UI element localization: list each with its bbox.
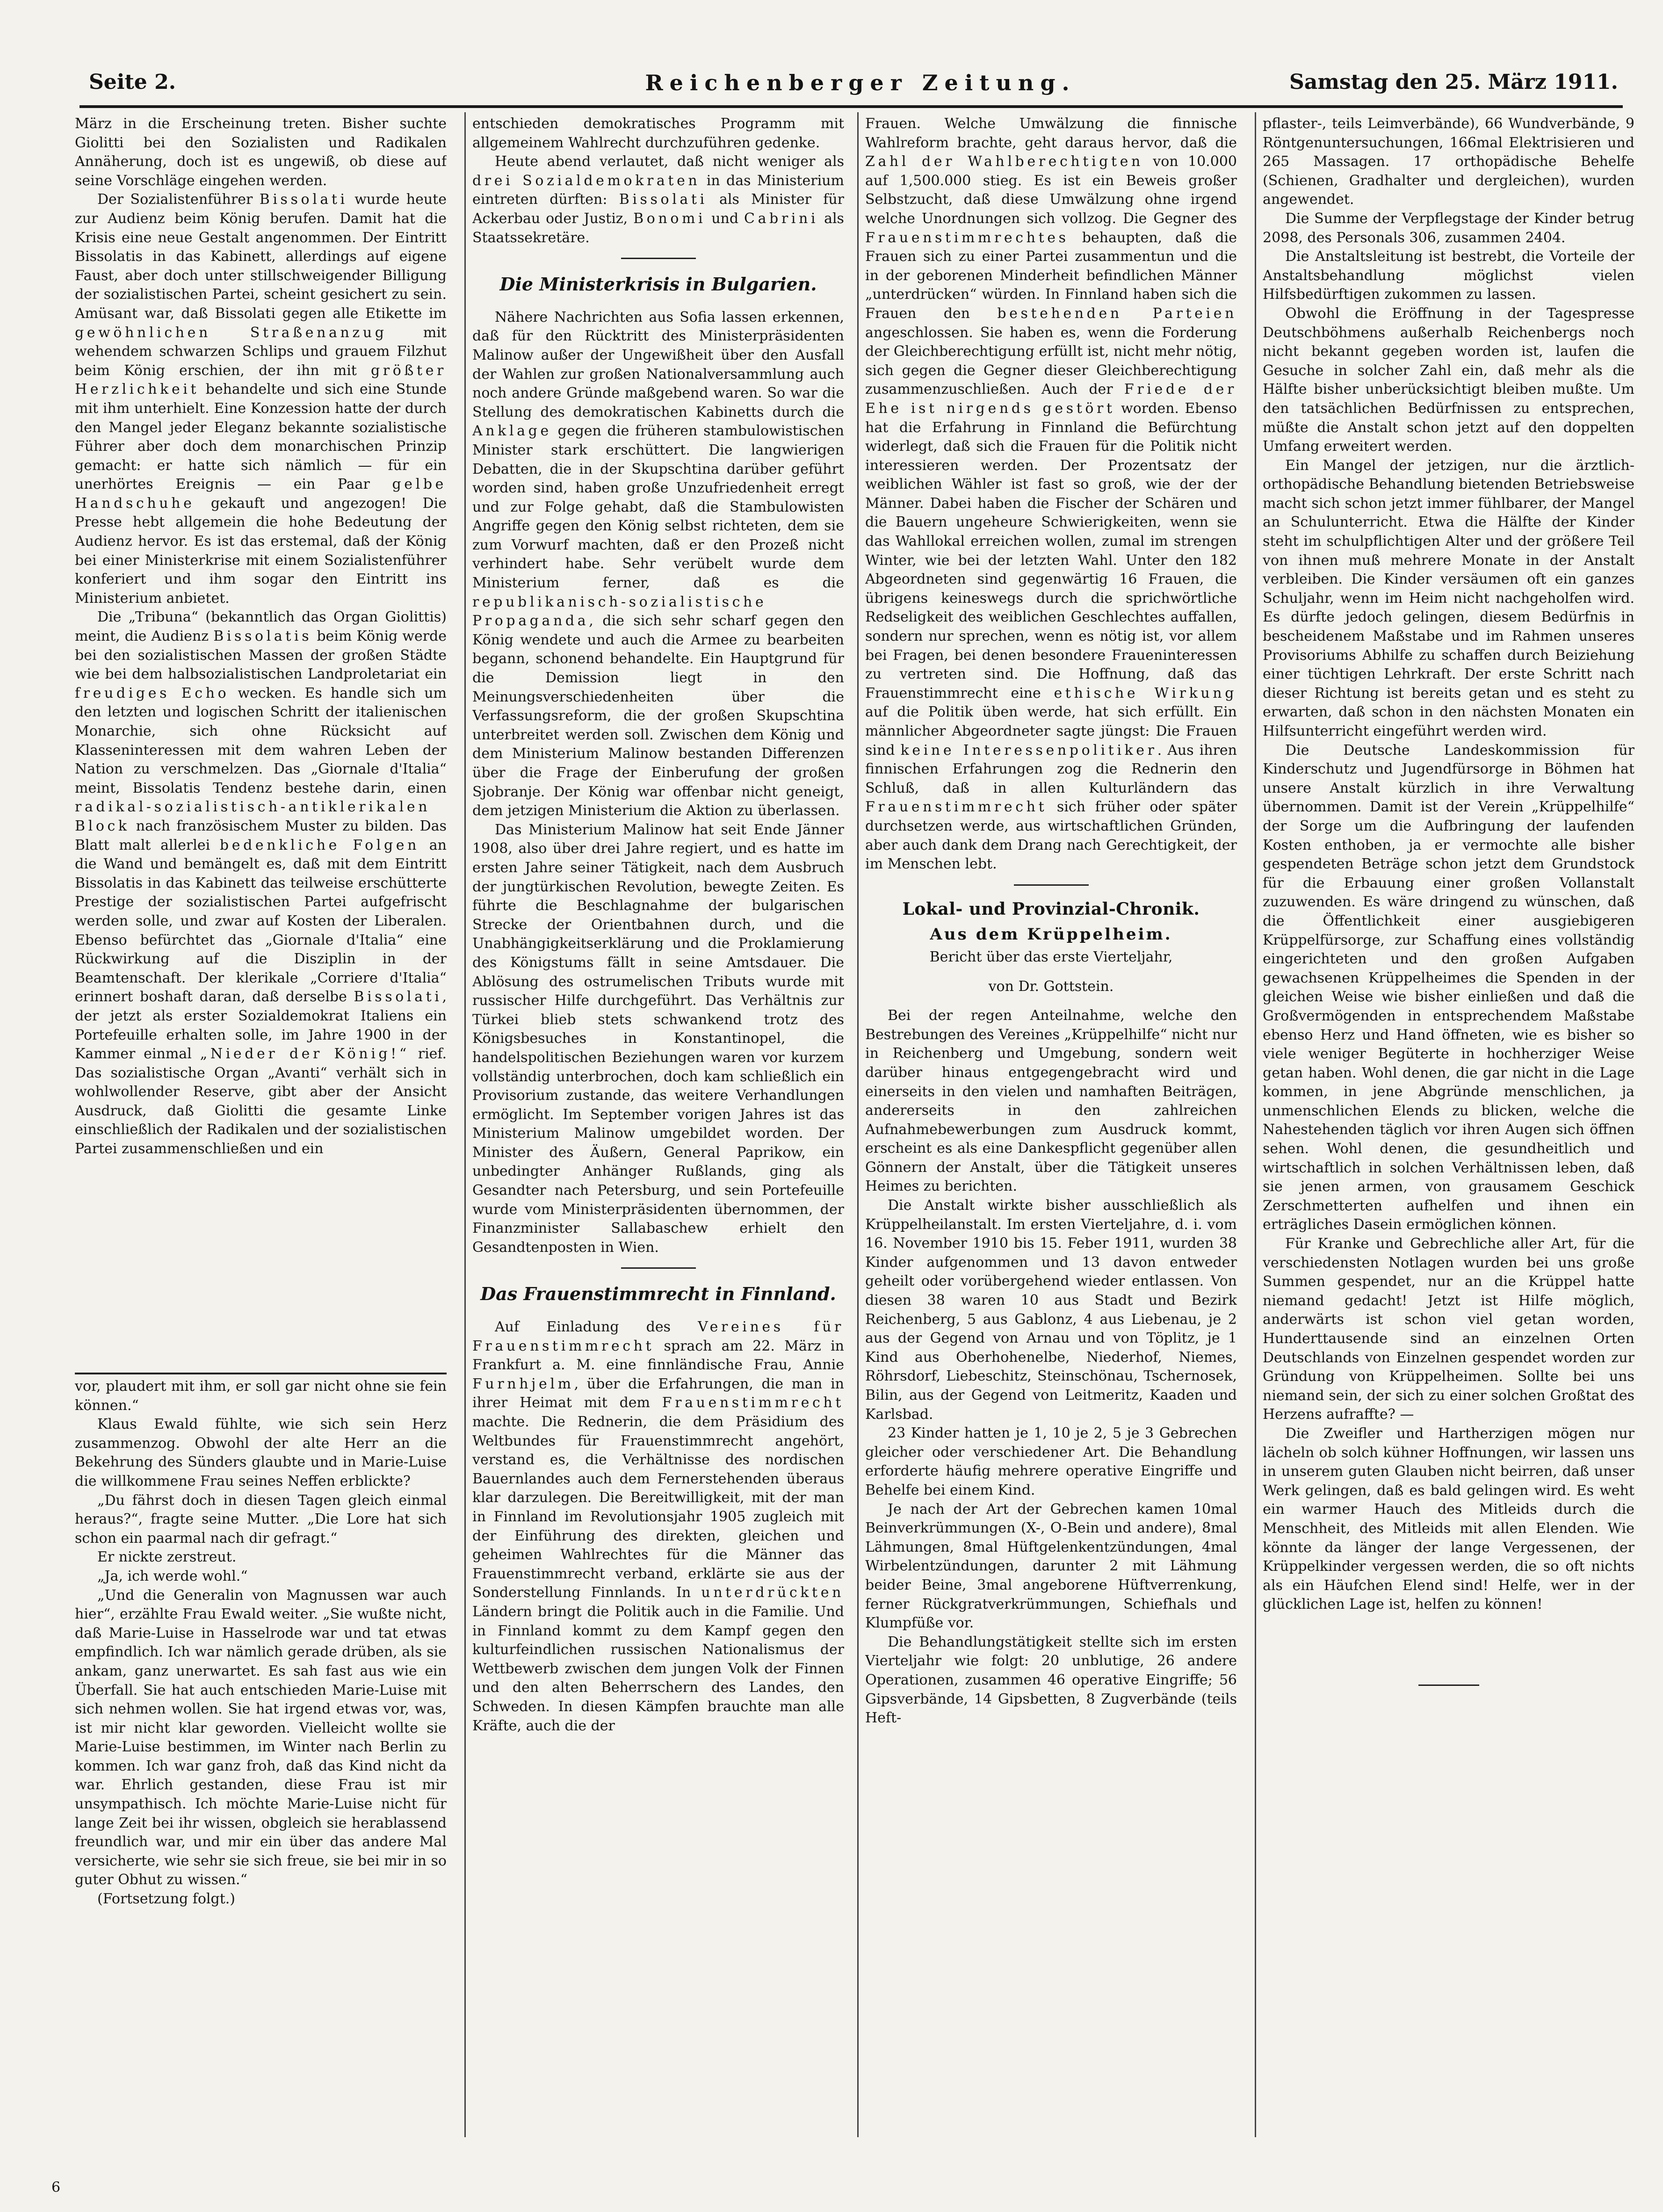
article-end-rule xyxy=(1418,1684,1479,1686)
page-number: Seite 2. xyxy=(89,70,176,94)
paragraph: Die Anstalt wirkte bisher ausschließlich als Krüppelheilanstalt. Im ersten Vierteljahre, d. i. vom 16. November 1910 bis 15. Feber 1911, wurden 38 Kinder aufgenommen und 13 davon entweder geheilt oder vorübergehend wieder entlassen. Von diesen 38 waren 10 aus Stadt und Bezirk Reichenberg, 5 aus Gablonz, 4 aus Liebenau, je 2 aus der Gegend von Arnau und von Töplitz, je 1 Kind aus Oberhohenelbe, Niederhof, Niemes, Röhrsdorf, Liebeschitz, Steinschönau, Tschernosek, Bilin, aus der Gegend von Leitmeritz, Kaaden und Karlsbad. xyxy=(865,1197,1237,1423)
article-separator xyxy=(621,258,696,259)
paragraph: 23 Kinder hatten je 1, 10 je 2, 5 je 3 Gebrechen gleicher oder verschiedener Art. Die Behandlung erforderte häufig mehrere operative Eingriffe und Behelfe bei einem Kind. xyxy=(865,1425,1237,1498)
article-title-kruppelheim: Aus dem Krüppelheim. xyxy=(930,925,1172,944)
paragraph: Nähere Nachrichten aus Sofia lassen erkennen, daß für den Rücktritt des Ministerpräsidenten Malinow außer der Ungewißheit über den Ausfall der Wahlen zur großen Nationalversammlung auch noch andere Gründe maßgebend waren. So war die Stellung des demokratischen Kabinetts durch die Anklage gegen die früheren stambulowistischen Minister stark erschüttert. Die langwierigen Debatten, die in der Skupschtina darüber geführt worden sind, haben große Unzufriedenheit erregt und zur Folge gehabt, daß die Stambulowisten Angriffe gegen den König selbst richteten, dem sie zum Vorwurf machten, daß er den Prozeß nicht verhindert habe. Sehr verübelt wurde dem Ministerium ferner, daß es die republikanisch-sozialistische Propaganda, die sich sehr scharf gegen den König wendete und auch die Armee zu bearbeiten begann, schonend behandelte. Ein Hauptgrund für die Demission liegt in den Meinungsverschiedenheiten über die Verfassungsreform, die der großen Skupschtina unterbreitet werden soll. Zwischen dem König und dem Ministerium Malinow bestanden Differenzen über die Frage der Einberufung der großen Sjobranje. Der König war offenbar nicht geneigt, dem jetzigen Ministerium die Aktion zu überlassen. xyxy=(472,309,844,819)
feuilleton-separator xyxy=(75,1373,447,1374)
story-paragraph: „Du fährst doch in diesen Tagen gleich einmal heraus?“, fragte seine Mutter. „Die Lore hat sich schon ein paarmal nach dir gefragt.“ xyxy=(75,1492,447,1547)
paragraph: pflaster-, teils Leimverbände), 66 Wundverbände, 9 Röntgenuntersuchungen, 166mal Elektrisieren und 265 Massagen. 17 orthopädische Behelfe (Schienen, Gradhalter und dergleichen), wurden angewendet. xyxy=(1263,116,1634,208)
paragraph: Die Anstaltsleitung ist bestrebt, die Vorteile der Anstaltsbehandlung möglichst vielen Hilfsbedürftigen zukommen zu lassen. xyxy=(1263,248,1634,303)
column-3 xyxy=(865,115,1237,2140)
byline: von Dr. Gottstein. xyxy=(988,978,1114,995)
article-title-bulgaria: Die Ministerkrisis in Bulgarien. xyxy=(499,274,817,295)
column-1 xyxy=(75,115,447,2140)
paragraph: Bei der regen Anteilnahme, welche den Bestrebungen des Vereines „Krüppelhilfe“ nicht nur in Reichenberg und Umgebung, sondern weit darüber hinaus entgegengebracht wird und einerseits in den vielen und namhaften Beiträgen, andererseits in den zahlreichen Aufnahmebewerbungen zum Ausdruck kommt, erscheint es als eine Dankespflicht gegenüber allen Gönnern der Anstalt, über die Tätigkeit unseres Heimes zu berichten. xyxy=(865,1007,1237,1195)
column-divider xyxy=(857,112,859,2137)
paragraph: Ein Mangel der jetzigen, nur die ärztlich-orthopädische Behandlung bietenden Betriebsweise macht sich schon jetzt immer fühlbarer, der Mangel an Schulunterricht. Etwa die Hälfte der Kinder steht im schulpflichtigen Alter und der größere Teil von ihnen muß mehrere Monate in der Anstalt verbleiben. Die Kinder versäumen oft ein ganzes Schuljahr, wenn im Heim nicht nachgeholfen wird. Es dürfte jedoch gelingen, diesem Bedürfnis in bescheidenem Maßstabe und im Rahmen unseres Provisoriums Abhilfe zu schaffen durch Beiziehung einer tüchtigen Lehrkraft. Der erste Schritt nach dieser Richtung ist bereits getan und es steht zu erwarten, daß schon in den nächsten Monaten ein Hilfsunterricht eingeführt werden wird. xyxy=(1263,457,1634,739)
issue-date: Samstag den 25. März 1911. xyxy=(1289,70,1618,94)
report-subtitle: Bericht über das erste Vierteljahr, xyxy=(929,948,1173,965)
paragraph: Frauen. Welche Umwälzung die finnische Wahlreform brachte, geht daraus hervor, daß die Zahl der Wahlberechtigten von 10.000 auf 1,500.000 stieg. Es ist ein Beweis großer Selbstzucht, daß diese Umwälzung ohne irgend welche Unordnungen sich vollzog. Die Gegner des Frauenstimmrechtes behaupten, daß die Frauen sich zu einer Partei zusammentun und die in der geborenen Minderheit befindlichen Männer „unterdrücken“ würden. In Finnland haben sich die Frauen den bestehenden Parteien angeschlossen. Sie haben es, wenn die Forderung der Gleichberechtigung erfüllt ist, nicht mehr nötig, sich gegen die Gegner dieser Gleichberechtigung zusammenzuschließen. Auch der Friede der Ehe ist nirgends gestört worden. Ebenso hat die Erfahrung in Finnland die Befürchtung widerlegt, daß sich die Frauen für die Politik nicht interessieren werden. Der Prozentsatz der weiblichen Wähler ist fast so groß, wie der der Männer. Dabei haben die Fischer der Schären und die Bauern ungeheure Schwierigkeiten, wenn sie das Wahllokal erreichen wollen, zumal im strengen Winter, wie bei der letzten Wahl. Unter den 182 Abgeordneten sind gegenwärtig 16 Frauen, die übrigens keineswegs durch die sprichwörtliche Redseligkeit des weiblichen Geschlechtes auffallen, sondern nur sprechen, wenn es nötig ist, vor allem bei Fragen, bei denen besondere Fraueninteressen zu vertreten sind. Die Hoffnung, daß das Frauenstimmrecht eine ethische Wirkung auf die Politik üben werde, hat sich erfüllt. Ein männlicher Abgeordneter sagte jüngst: Die Frauen sind keine Interessenpolitiker. Aus ihren finnischen Erfahrungen zog die Rednerin den Schluß, daß in allen Kulturländern das Frauenstimmrecht sich früher oder später durchsetzen werde, aus wirtschaftlichen Gründen, aber auch dank dem Drang nach Gerechtigkeit, der im Menschen lebt. xyxy=(865,116,1237,873)
paragraph: Das Ministerium Malinow hat seit Ende Jänner 1908, also über drei Jahre regiert, und es hatte im ersten Jahre seiner Tätigkeit, nach dem Ausbruch der jungtürkischen Revolution, bewegte Zeiten. Es führte die Beschlagnahme der bulgarischen Strecke der Orientbahnen durch, und die Unabhängigkeitserklärung und die Proklamierung des Königstums fällt in seine Amtsdauer. Die Ablösung des ostrumelischen Tributs wurde mit russischer Hilfe durchgeführt. Das Verhältnis zur Türkei blieb stets schwankend trotz des Königsbesuches in Konstantinopel, die handelspolitischen Beziehungen waren vor kurzem vollständig unterbrochen, doch kam schließlich ein Provisorium zustande, das weitere Verhandlungen ermöglicht. Im September vorigen Jahres ist das Ministerium Malinow umgebildet worden. Der Minister des Äußern, General Paprikow, ein unbedingter Anhänger Rußlands, ging als Gesandter nach Petersburg, und sein Portefeuille wurde vom Ministerpräsidenten übernommen, der Finanzminister Sallabaschew erhielt den Gesandtenposten in Wien. xyxy=(472,821,844,1256)
newspaper-title: Reichenberger Zeitung. xyxy=(645,70,1076,95)
column-4 xyxy=(1263,115,1634,2140)
article-separator xyxy=(1014,884,1089,886)
continuation-note: (Fortsetzung folgt.) xyxy=(97,1891,235,1908)
paragraph: Heute abend verlautet, daß nicht weniger als drei Sozialdemokraten in das Ministerium eintreten dürften: Bissolati als Minister für Ackerbau oder Justiz, Bonomi und Cabrini als Staatssekretäre. xyxy=(472,153,844,246)
column-divider xyxy=(464,112,466,2137)
page-header xyxy=(89,70,1618,103)
column-2 xyxy=(472,115,844,2140)
paragraph: Für Kranke und Gebrechliche aller Art, für die verschiedensten Notlagen wurden bei uns große Summen gespendet, nur an die Krüppel hatte niemand gedacht! Jetzt ist Hilfe möglich, anderwärts ist schon viel getan worden, Hunderttausende sind an einzelnen Orten Deutschlands von Einzelnen gespendet worden zur Gründung von Krüppelheimen. Sollte bei uns niemand sein, der sich zu einer solchen Großtat des Herzens aufraffte? — xyxy=(1263,1236,1634,1423)
paragraph: Der Sozialistenführer Bissolati wurde heute zur Audienz beim König berufen. Damit hat die Krisis eine neue Gestalt angenommen. Der Eintritt Bissolatis in das Kabinett, allerdings auf eigene Faust, aber doch unter stillschweigender Billigung der sozialistischen Partei, scheint gesichert zu sein. Amüsant war, daß Bissolati gegen alle Etikette im gewöhnlichen Straßenanzug mit wehendem schwarzen Schlips und grauem Filzhut beim König erschien, der ihn mit größter Herzlichkeit behandelte und sich eine Stunde mit ihm unterhielt. Eine Konzession hatte der durch den Mangel jeder Eleganz bekannte sozialistische Führer aber doch dem monarchischen Prinzip gemacht: er hatte sich nämlich — für ein unerhörtes Ereignis — ein Paar gelbe Handschuhe gekauft und angezogen! Die Presse hebt allgemein die hohe Bedeutung der Audienz hervor. Es ist das erstemal, daß der König bei einer Ministerkrise mit einem Sozialistenführer konferiert und ihm sogar den Eintritt ins Ministerium anbietet. xyxy=(75,191,447,607)
paragraph: Die Zweifler und Hartherzigen mögen nur lächeln ob solch kühner Hoffnungen, wir lassen uns in unserem guten Glauben nicht beirren, daß unser Werk gelingen, daß es bald gelingen wird. Es weht ein warmer Hauch des Mitleids durch die Menschheit, des Mitleids mit allen Elenden. Wie könnte da länger der lange Vergessenen, der Krüppelkinder vergessen werden, die so oft nichts als ein Häufchen Elend sind! Helfe, wer in der glücklichen Lage ist, helfen zu können! xyxy=(1263,1425,1634,1613)
feuilleton-story xyxy=(75,1377,447,2140)
article-title-finland: Das Frauenstimmrecht in Finnland. xyxy=(480,1283,836,1305)
section-title-chronik: Lokal- und Provinzial-Chronik. xyxy=(902,899,1200,919)
story-paragraph: Er nickte zerstreut. xyxy=(97,1549,237,1566)
paragraph: Die Behandlungstätigkeit stellte sich im ersten Vierteljahr wie folgt: 20 unblutige, 26 andere Operationen, zusammen 46 operative Eingriffe; 56 Gipsverbände, 14 Gipsbetten, 8 Zugverbände (teils Heft- xyxy=(865,1634,1237,1727)
story-paragraph: Klaus Ewald fühlte, wie sich sein Herz zusammenzog. Obwohl der alte Herr an die Bekehrung des Sünders glaubte und in Marie-Luise die willkommene Frau seines Neffen erblickte? xyxy=(75,1416,447,1489)
paragraph: Die Summe der Verpflegstage der Kinder betrug 2098, des Personals 306, zusammen 2404. xyxy=(1263,210,1634,246)
story-paragraph: „Ja, ich werde wohl.“ xyxy=(97,1568,248,1584)
paragraph: Die „Tribuna“ (bekanntlich das Organ Giolittis) meint, die Audienz Bissolatis beim König werde bei den sozialistischen Massen der großen Städte wie bei dem halbsozialistischen Landproletariat ein freudiges Echo wecken. Es handle sich um den letzten und logischen Schritt der italienischen Monarchie, sich ohne Rücksicht auf Klasseninteressen mit dem wahren Leben der Nation zu verschmelzen. Das „Giornale d'Italia“ meint, Bissolatis Tendenz bestehe darin, einen radikal-sozialistisch-antiklerikalen Block nach französischem Muster zu bilden. Das Blatt malt allerlei bedenkliche Folgen an die Wand und bemängelt es, daß mit dem Eintritt Bissolatis in das Kabinett das teilweise erschütterte Prestige der sozialistischen Partei aufgefrischt werden solle, und zwar auf Kosten der Liberalen. Ebenso befürchtet das „Giornale d'Italia“ eine Rückwirkung auf die Disziplin in der Beamtenschaft. Der klerikale „Corriere d'Italia“ erinnert boshaft daran, daß derselbe Bissolati, der jetzt als erster Sozialdemokrat Italiens ein Portefeuille erhalten solle, im Jahre 1900 in der Kammer einmal „Nieder der König!“ rief. Das sozialistische Organ „Avanti“ verhält sich in wohlwollender Reserve, gibt aber der Ansicht Ausdruck, daß Giolitti die gesamte Linke einschließlich der Radikalen und der sozialistischen Partei zusammenschließen und ein xyxy=(75,609,447,1157)
paragraph: Auf Einladung des Vereines für Frauenstimmrecht sprach am 22. März in Frankfurt a. M. eine finnländische Frau, Annie Furnhjelm, über die Erfahrungen, die man in ihrer Heimat mit dem Frauenstimmrecht machte. Die Rednerin, die dem Präsidium des Weltbundes für Frauenstimmrecht angehört, verstand es, die Verhältnisse des nordischen Bauernlandes auch dem Fernerstehenden überaus klar darzulegen. Die Bereitwilligkeit, mit der man in Finnland im Revolutionsjahr 1905 zugleich mit der Einführung des direkten, gleichen und geheimen Wahlrechtes für die Männer das Frauenstimmrecht verband, erklärte sie aus der Sonderstellung Finnlands. In unterdrückten Ländern bringt die Politik auch in die Familie. Und in Finnland kommt zu dem Kampf gegen den kulturfeindlichen russischen Nationalismus der Wettbewerb zwischen dem jungen Volk der Finnen und den alten Beherrschern des Landes, den Schweden. In diesen Kämpfen brauchte man alle Kräfte, auch die der xyxy=(472,1319,844,1734)
paragraph: März in die Erscheinung treten. Bisher suchte Giolitti bei den Sozialisten und Radikalen Annäherung, doch ist es ungewiß, ob diese auf seine Vorschläge eingehen werden. xyxy=(75,116,447,189)
story-paragraph: „Und die Generalin von Magnussen war auch hier“, erzählte Frau Ewald weiter. „Sie wußte nicht, daß Marie-Luise in Hasselrode war und tat etwas empfindlich. Ich war nämlich gerade drüben, als sie ankam, ganz unerwartet. Es sah fast aus wie ein Überfall. Sie hat auch entschieden Marie-Luise mit sich nehmen wollen. Sie hat irgend etwas vor, was, ist mir nicht klar geworden. Vielleicht wollte sie Marie-Luise bestimmen, im Winter nach Berlin zu kommen. Ich war ganz froh, daß das Kind nicht da war. Ehrlich gestanden, diese Frau ist mir unsympathisch. Ich möchte Marie-Luise nicht für lange Zeit bei ihr wissen, obgleich sie herablassend freundlich war, und mir ein über das andere Mal versicherte, wie sehr sie sich freue, sie bei mir in so guter Obhut zu wissen.“ xyxy=(75,1587,447,1888)
paragraph: entschieden demokratisches Programm mit allgemeinem Wahlrecht durchzuführen gedenke. xyxy=(472,116,844,151)
paragraph: Je nach der Art der Gebrechen kamen 10mal Beinverkrümmungen (X-, O-Bein und andere), 8mal Lähmungen, 8mal Hüftgelenkentzündungen, 4mal Wirbelentzündungen, darunter 2 mit Lähmung beider Beine, 3mal angeborene Hüftverrenkung, ferner Rückgratverkrümmungen, Schiefhals und Klumpfüße vor. xyxy=(865,1501,1237,1632)
header-rule xyxy=(80,105,1623,108)
margin-mark: 6 xyxy=(51,2179,61,2196)
paragraph: Die Deutsche Landeskommission für Kinderschutz und Jugendfürsorge in Böhmen hat unsere Anstalt kürzlich in ihre Verwaltung übernommen. Damit ist der Verein „Krüppelhilfe“ der Sorge um die Aufbringung der laufenden Kosten enthoben, ja er vermochte alle bisher gespendeten Beträge schon jetzt dem Grundstock für die Erbauung einer großen Vollanstalt zuzuwenden. Es wäre dringend zu wünschen, daß die Öffentlichkeit einer ausgiebigeren Krüppelfürsorge, zur Schaffung eines vollständig eingerichteten und den großen Aufgaben gewachsenen Krüppelheimes die Spenden in der gleichen Weise wie bisher einließen und daß die Großvermögenden in entsprechendem Maßstabe ebenso Herz und Hand öffneten, wie es bisher so viele weniger Begüterte in hochherziger Weise getan haben. Wohl denen, die gar nicht in die Lage kommen, in jene Abgründe menschlichen, ja unmenschlichen Elends zu blicken, welche die Nahestehenden täglich vor ihren Augen sich öffnen sehen. Wohl denen, die gesundheitlich und wirtschaftlich in solchen Verhältnissen leben, daß sie jenen armen, von grausamem Geschick Zerschmetterten aufhelfen und ihnen ein erträgliches Dasein ermöglichen können. xyxy=(1263,742,1634,1233)
paragraph: Obwohl die Eröffnung in der Tagespresse Deutschböhmens außerhalb Reichenbergs noch nicht bekannt gegeben worden ist, laufen die Gesuche in solcher Zahl ein, daß mehr als die Hälfte bisher unberücksichtigt bleiben mußte. Um den tatsächlichen Bedürfnissen zu entsprechen, müßte die Anstalt schon jetzt auf den doppelten Umfang erweitert werden. xyxy=(1263,305,1634,455)
article-separator xyxy=(621,1267,696,1269)
story-paragraph: vor, plaudert mit ihm, er soll gar nicht ohne sie fein können.“ xyxy=(75,1378,447,1414)
column-divider xyxy=(1255,112,1256,2137)
